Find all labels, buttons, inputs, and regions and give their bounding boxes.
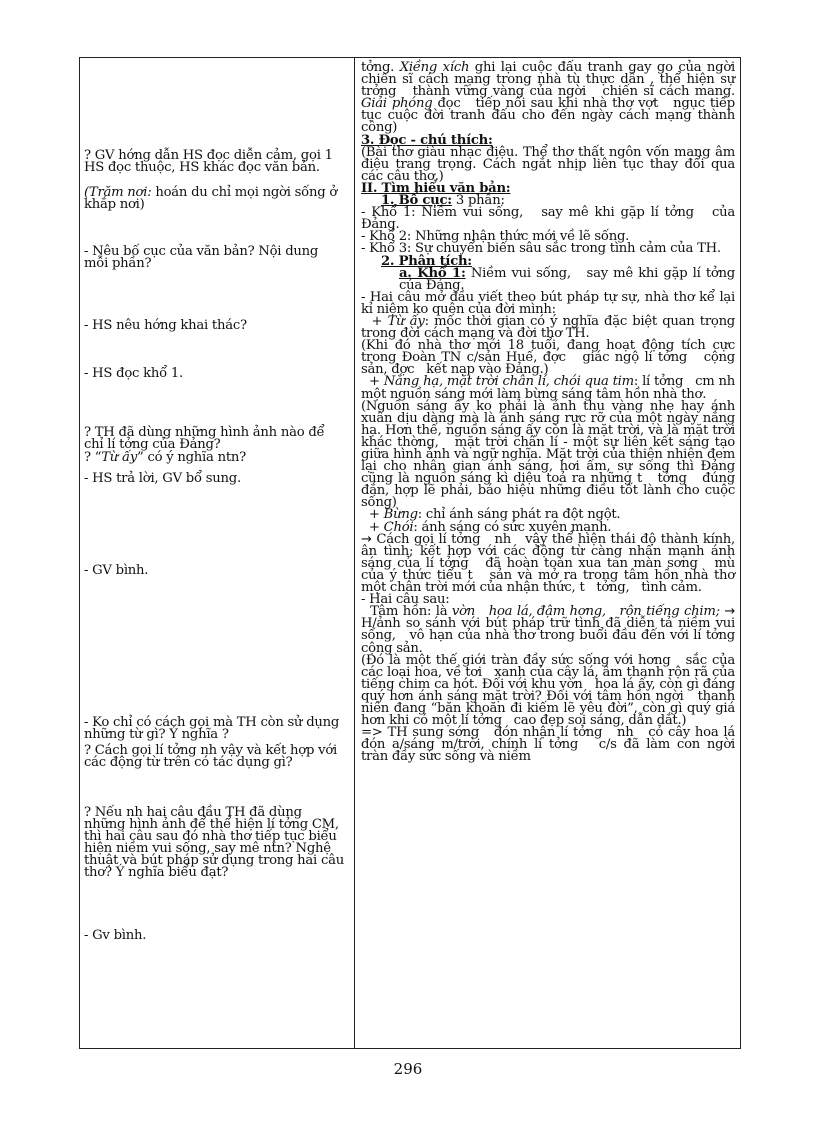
left-item: ? Cách gọi lí tởng nh vậy và kết hợp với các động từ trên có tác dụng gì?	[84, 743, 337, 771]
choi-line: + Chói: ánh sáng có sức xuyên mạnh.	[361, 519, 612, 535]
nang-ha-text: : lí tởng cm nh một nguồn sáng mới làm bừng sáng tâm hồn nhà thơ.	[361, 374, 747, 402]
left-item: - Nêu bố cục của văn bản? Nội dung mỗi phần?	[84, 244, 319, 272]
left-item-prefix: ? “	[84, 450, 102, 465]
phantich-heading: 2. Phân tích:	[381, 253, 472, 269]
do-la-paragraph: (Đó là một thế giới tràn đầy sức sống với hơng sắc của các loại hoa, về tơi xanh của cây lá, âm thanh rộn rã của tiếng chim ca hót. Đối với khu vờn hoa lá ấy, còn gì đáng quý hơn ánh sáng mặt trời? Đối với tâm hồn ngời thanh niên đang “băn khoăn đi kiếm lẽ yêu đời”, còn gì quý giá hơn khi có một lí tởng cao đẹp soi sáng, dẫn dắt.)	[361, 652, 739, 729]
conclusion-paragraph: => TH sung sớng đón nhận lí tởng nh cỏ cây hoa lá đón a/sáng m/trời, chính lí tởng c/s đã làm con ngời tràn đầy sức sống và niềm	[361, 725, 747, 765]
left-item: - GV bình.	[84, 563, 149, 578]
left-item-text: hoán du chỉ mọi ngời sống ở khắp nơi)	[84, 185, 338, 213]
tam-hon-paragraph	[361, 604, 747, 656]
stanza-a-text: Niềm vui sống, say mê khi gặp lí tởng của Đảng.	[399, 265, 747, 293]
bocuc-heading: 1. Bố cục:	[381, 193, 452, 209]
arrow-icon: →	[361, 531, 372, 547]
nguon-sang-paragraph: (Nguồn sáng ấy ko phải là ánh thu vàng nhẹ hay ánh xuân dịu dàng mà là ánh sáng rực rỡ của một ngày nắng hạ. Hơn thế, nguồn sáng ấy còn là mặt trời, và là mặt trời khác thờng, mặt trời chân lí - một sự liên kết sáng tạo giữa hình ảnh và ngữ nghĩa. Mặt trời của thiên nhiên đem lại cho nhân gian ánh sáng, hơi ấm, sự sống thì Đảng cũng là nguồn sáng kì diệu toả ra những t tởng đúng đắn, hợp lẽ phải, báo hiệu những điều tốt lành cho cuộc sống)	[361, 398, 739, 511]
left-item: ? GV hớng dẫn HS đọc diễn cảm, gọi 1 HS đọc thuộc, HS khác đọc văn bản.	[84, 148, 333, 176]
bocuc-text: 3 phần:	[451, 193, 505, 209]
intro-italic: Xiềng xích	[399, 60, 470, 75]
left-item: ? Nếu nh hai câu đầu TH đã dùng những hình ảnh để thể hiện lí tởng CM, thì hai câu sau đó nhà thơ tiếp tục biểu hiện niềm vui sống, say mê ntn? Nghệ thuật và bút pháp sử dụng trong hai câu thơ? Ý nghĩa biểu đạt?	[84, 805, 344, 881]
tam-hon-text: H/ảnh so sánh với bút pháp trữ tình đã diễn tả niềm vui sống, vô hạn của nhà thơ trong buổi đầu đến với lí tởng cộng sản.	[361, 604, 747, 656]
section-heading-doc: 3. Đọc - chú thích:	[361, 132, 493, 148]
left-item: - Ko chỉ có cách gọi mà TH còn sử dụng những từ gì? Ý nghĩa ?	[84, 715, 340, 743]
cach-goi-paragraph	[361, 531, 739, 596]
left-item-italic: (Trăm nơi:	[84, 185, 152, 200]
bung-line: + Bừng: chỉ ánh sáng phát ra đột ngột.	[361, 507, 621, 523]
left-item-italic: Từ ấy	[101, 450, 138, 465]
khi-do-paragraph: (Khi đó nhà thơ mới 18 tuổi, đang hoạt động tích cực trong Đoàn TN c/sản Huế, đợc giác ngộ lí tởng cộng sản, đợc kết nạp vào Đảng.)	[361, 338, 739, 378]
intro-text: ghi lại cuộc đấu tranh gay go của ngời chiến sĩ cách mạng trong nhà tù thực dân , thể hiện sự trởng thành vững vàng của ngời chiến sĩ cách mang.	[361, 60, 747, 100]
nang-ha-italic: Nắng hạ, mặt trời chân lí, chói qua tim	[383, 374, 634, 390]
intro-italic: Giải phóng	[361, 96, 433, 112]
hai-cau-sau-line: - Hai câu sau:	[361, 592, 450, 608]
left-item: - Gv bình.	[84, 928, 147, 943]
opening-lines-paragraph: - Hai câu mở đầu viết theo bút pháp tự sự, nhà thơ kể lại kỉ niệm ko quên của đời mình:	[361, 289, 739, 317]
stanza-a-heading: a. Khổ 1:	[399, 265, 466, 281]
left-item	[84, 452, 346, 464]
choi-text: : ánh sáng có sức xuyên mạnh.	[413, 519, 612, 535]
left-item	[84, 187, 346, 211]
tu-ay-text: : mốc thời gian có ý nghĩa đặc biệt quan trọng trong đời cách mạng và đời thơ TH.	[361, 313, 739, 342]
stanza-a-line	[361, 265, 747, 293]
arrow-icon: →	[724, 604, 735, 620]
tu-ay-paragraph: + Từ ấy: mốc thời gian có ý nghĩa đặc biệt quan trọng trong đời cách mạng và đời thơ TH.	[361, 313, 739, 342]
doc-paragraph: (Bài thơ giàu nhạc điệu. Thể thơ thất ngôn vốn mang âm điệu trang trọng. Cách ngắt nhịp liên tục thay đổi qua các câu thơ.)	[361, 144, 739, 184]
left-item: - HS trả lời, GV bổ sung.	[84, 471, 241, 486]
page-number: 296	[393, 1060, 423, 1078]
content-column	[361, 60, 747, 765]
section-heading-analysis: II. Tìm hiểu văn bản:	[361, 180, 511, 196]
choi-italic: Chói	[383, 519, 414, 535]
nang-ha-paragraph: + Nắng hạ, mặt trời chân lí, chói qua tim: lí tởng cm nh một nguồn sáng mới làm bừng sáng tâm hồn nhà thơ.	[361, 374, 747, 402]
tam-hon-italic: vờn hoa lá, đậm hơng, rộn tiếng chim;	[451, 604, 720, 620]
tu-ay-italic: Từ ấy	[387, 313, 425, 329]
tam-hon-pre: Tâm hồn: là	[370, 604, 452, 620]
left-item: - HS nêu hớng khai thác?	[84, 318, 247, 333]
column-divider	[354, 57, 355, 1049]
bung-italic: Bừng	[383, 507, 418, 523]
left-item: ? TH đã dùng những hình ảnh nào để chỉ lí tởng của Đảng?	[84, 425, 325, 453]
left-item-text: ” có ý nghĩa ntn?	[137, 450, 246, 465]
stanza-2-line: - Khổ 2: Những nhận thức mới về lẽ sống.	[361, 229, 630, 245]
intro-paragraph	[361, 60, 747, 136]
stanza-3-line: - Khổ 3: Sự chuyển biến sâu sắc trong tình cảm của TH.	[361, 241, 721, 257]
cach-goi-text: Cách gọi lí tởng nh vậy thể hiện thái độ thành kính, ân tình; kết hợp với các động từ càng nhấn mạnh ánh sáng của lí tởng đã hoàn toàn xua tan màn sơng mù của ý thức tiểu t sản và mở ra trong tâm hồn nhà thơ một chân trời mới của nhận thức, t tởng, tình cảm.	[361, 531, 739, 596]
bung-text: : chỉ ánh sáng phát ra đột ngột.	[417, 507, 621, 523]
intro-text: đọc tiếp nối sau khi nhà thơ vợt ngục tiếp tục cuộc đời tranh đấu cho đến ngày cách mạng thành công)	[361, 96, 739, 136]
left-item: - HS đọc khổ 1.	[84, 366, 183, 381]
intro-text: tởng.	[361, 60, 400, 75]
stanza-1-line: - Khổ 1: Niềm vui sống, say mê khi gặp lí tởng của Đảng.	[361, 205, 739, 233]
